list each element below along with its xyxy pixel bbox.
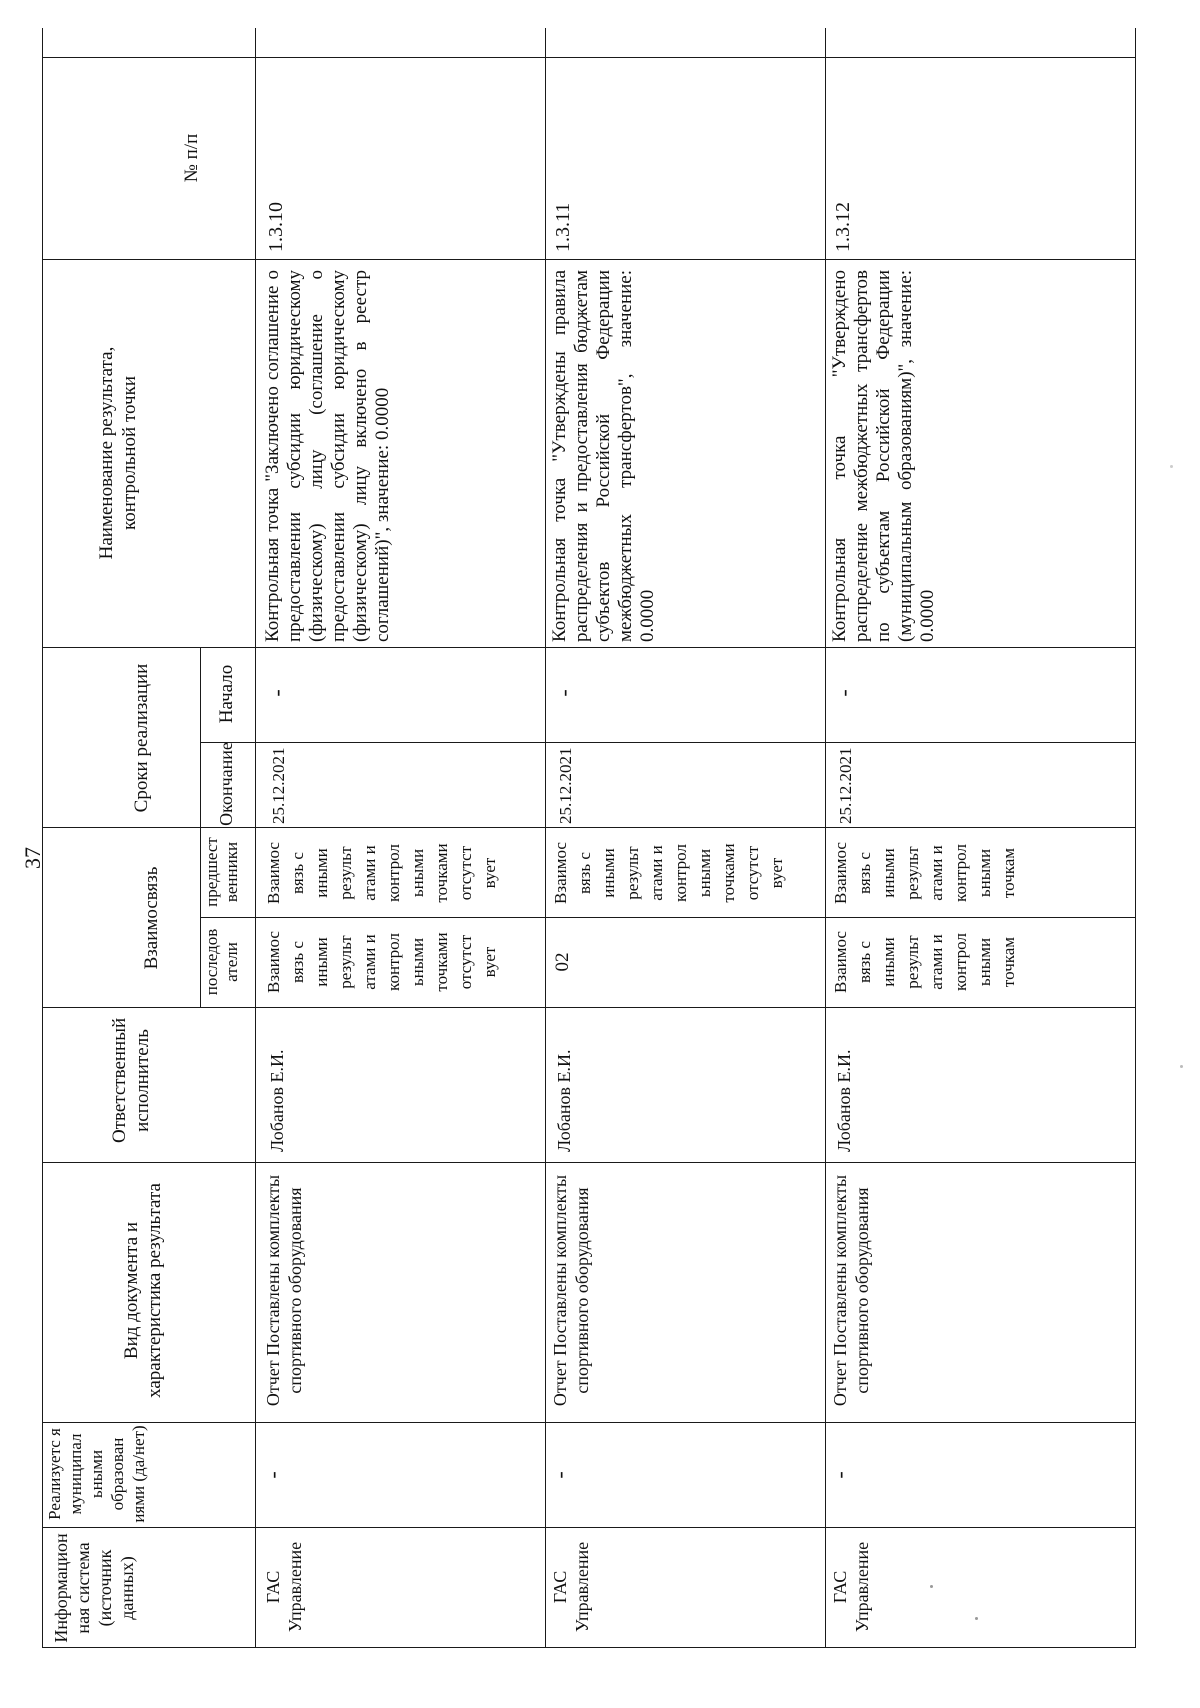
col-sep-info-municipal [42, 1527, 1135, 1528]
header-successors: последов атели [202, 928, 241, 996]
header-info-system: Информацион ная система (источник данных) [51, 1533, 137, 1643]
header-bottom-border [255, 28, 256, 1648]
scan-speck [1180, 1065, 1183, 1068]
row3-name: Контрольная точка "Утверждено распределение межбюджетных трансфертов по субъектам Российской Федерации (муниципальным образованиям)", значение: 0.0000 [829, 270, 938, 642]
header-num: № п/п [181, 133, 202, 183]
row1-name: Контрольная точка "Заключено соглашение о предоставлении субсидии юридическому (физическому) лицу (соглашение о предоставлении субсидии юридическому (физическому) лицу включено в реестр соглашений)", значение: 0.0000 [262, 270, 393, 642]
row2-info-system: ГАС Управление [550, 1541, 592, 1633]
header-sub-border [200, 648, 201, 1008]
row2-end: 25.12.2021 [556, 747, 575, 824]
row3-end: 25.12.2021 [836, 747, 855, 824]
table-bottom-border [1135, 28, 1136, 1648]
row1-doc-type: Отчет Поставлены комплекты спортивного оборудования [263, 1174, 305, 1407]
row3-num: 1.3.12 [832, 202, 854, 252]
header-relation: Взаимосвязь [141, 866, 162, 970]
scan-speck [1170, 465, 1173, 468]
row1-num: 1.3.10 [265, 202, 287, 252]
scan-speck [975, 1617, 978, 1620]
row-border-1 [545, 28, 546, 1648]
row3-doc-type: Отчет Поставлены комплекты спортивного оборудования [830, 1174, 872, 1407]
col-sep-pred-succ [200, 917, 1135, 918]
col-sep-doc-responsible [42, 1162, 1135, 1163]
header-end: Окончание [216, 742, 236, 826]
header-municipal: Реализуетс я муниципал ьными образован иями (да/нет) [45, 1425, 148, 1523]
scan-speck [930, 1585, 933, 1588]
col-sep-start-end [200, 742, 1135, 743]
header-doc-type: Вид документа и характеристика результата [121, 1183, 165, 1398]
row2-predecessors: Взаимос вязь с иными результ атами и контрол ьными точками отсутст вует [551, 842, 786, 904]
col-sep-responsible-relation [42, 1007, 1135, 1008]
row2-start: - [551, 689, 576, 697]
row1-predecessors: Взаимос вязь с иными результ атами и контрол ьными точками отсутст вует [264, 842, 499, 904]
row2-successors: 02 [552, 952, 573, 972]
header-predecessors: предшест венники [202, 837, 241, 907]
row2-doc-type: Отчет Поставлены комплекты спортивного оборудования [550, 1174, 592, 1407]
col-sep-0 [42, 1647, 1135, 1648]
row3-successors: Взаимос вязь с иными результ атами и контрол ьными точкам [831, 931, 1018, 993]
header-responsible: Ответственный исполнитель [109, 1017, 153, 1143]
row1-successors: Взаимос вязь с иными результ атами и контрол ьными точками отсутст вует [264, 931, 499, 993]
row3-responsible: Лобанов Е.И. [834, 1049, 854, 1152]
row-border-2 [825, 28, 826, 1648]
header-start: Начало [216, 664, 237, 724]
header-name: Наименование результата, контрольной точки [96, 346, 140, 560]
row3-info-system: ГАС Управление [830, 1541, 872, 1633]
row1-start: - [264, 689, 289, 697]
row2-responsible: Лобанов Е.И. [554, 1049, 574, 1152]
row1-municipal: - [260, 1471, 285, 1479]
col-sep-municipal-doc [42, 1422, 1135, 1423]
header-terms: Сроки реализации [131, 663, 152, 813]
row3-predecessors: Взаимос вязь с иными результ атами и контрол ьными точкам [831, 842, 1018, 904]
row3-start: - [831, 689, 856, 697]
row1-responsible: Лобанов Е.И. [267, 1049, 287, 1152]
col-sep-right [42, 57, 1135, 58]
col-sep-name-num [42, 259, 1135, 260]
row2-name: Контрольная точка "Утверждены правила распределения и предоставления бюджетам субъектов Российской Федерации межбюджетных трансфертов", значение: 0.0000 [549, 270, 658, 642]
row2-municipal: - [547, 1471, 572, 1479]
row1-end: 25.12.2021 [269, 747, 288, 824]
row1-info-system: ГАС Управление [263, 1541, 305, 1633]
row3-municipal: - [827, 1471, 852, 1479]
table-top-border [42, 28, 43, 1648]
row2-num: 1.3.11 [552, 202, 574, 252]
col-sep-terms-name [42, 647, 1135, 648]
page-number: 37 [20, 847, 45, 869]
